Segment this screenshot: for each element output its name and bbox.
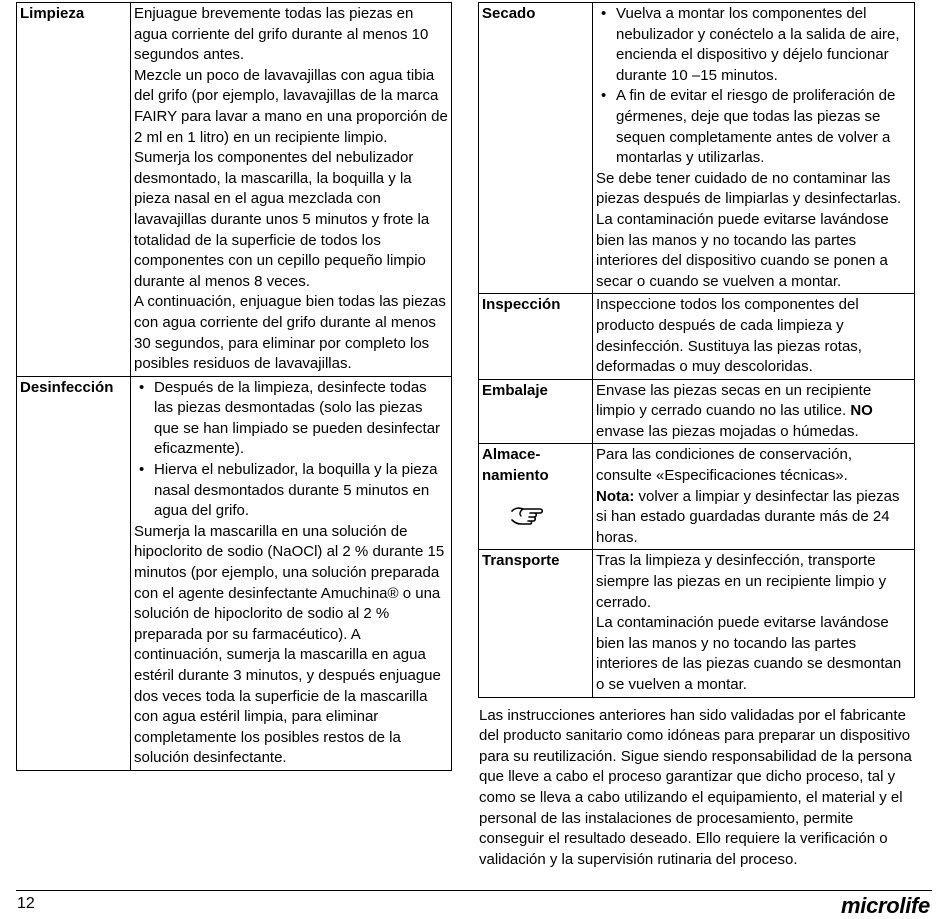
paragraph: Enjuague brevemente todas las piezas en agua corriente del grifo durante al menos 10 segundos antes.	[134, 5, 429, 64]
paragraph: La contaminación puede evitarse lavándose bien las manos y no tocando las partes interiores de las piezas cuando se desmontan o se vuelven a montar.	[596, 614, 902, 693]
row-almacenamiento	[479, 444, 915, 550]
row-inspeccion	[479, 294, 915, 379]
page-number: 12	[17, 895, 35, 912]
bullet-list	[596, 4, 911, 169]
paragraph: Sumerja la mascarilla en una solución de hipoclorito de sodio (NaOCl) al 2 % durante 15 minutos (por ejemplo, una solución preparada con el agente desinfectante Amuchina® o una solución de hipoclorito de sodio al 2 % preparada por su farmacéutico). A continuación, sumerja la mascarilla en agua estéril durante 3 minutos, y después enjuague dos veces toda la superficie de la mascarilla con agua estéril limpia, para eliminar completamente los posibles restos de la solución desinfectante.	[134, 522, 445, 767]
brand-logo: microlife	[841, 893, 930, 918]
bullet-item: • Hierva el nebulizador, la boquilla y la pieza nasal desmontados durante 5 minutos en agua del grifo.	[134, 460, 448, 522]
row-label: Transporte	[479, 550, 593, 697]
row-content	[593, 550, 915, 697]
bullet-item: • Vuelva a montar los componentes del nebulizador y conéctelo a la salida de aire, encienda el dispositivo y déjelo funcionar durante 10 –15 minutos.	[596, 4, 911, 86]
bullet-item: • Después de la limpieza, desinfecte todas las piezas desmontadas (solo las piezas que se han limpiado se pueden desinfectar eficazmente).	[134, 378, 448, 460]
note-text: volver a limpiar y desinfectar las piezas si han estado guardadas durante más de 24 horas.	[596, 487, 900, 546]
text-after-bold: envase las piezas mojadas o húmedas.	[596, 422, 859, 440]
bullet-item: • A fin de evitar el riesgo de proliferación de gérmenes, deje que todas las piezas se sequen completamente antes de volver a montarlas y utilizarlas.	[596, 86, 911, 168]
row-content	[593, 379, 915, 444]
paragraph: Inspeccione todos los componentes del producto después de cada limpieza y desinfección. Sustituya las piezas rotas, deformadas o muy descoloridas.	[596, 296, 862, 376]
row-label-line: Almace-	[482, 446, 541, 464]
row-content	[593, 444, 915, 550]
row-desinfeccion	[17, 376, 452, 770]
right-column	[478, 2, 915, 885]
paragraph: A continuación, enjuague bien todas las piezas con agua corriente del grifo durante al menos 30 segundos, para eliminar por completo los posibles residuos de lavavajillas.	[134, 293, 446, 373]
row-label: Limpieza	[17, 3, 131, 377]
pointing-hand-icon	[510, 501, 546, 527]
row-label: Embalaje	[479, 379, 593, 444]
bold-warning: NO	[850, 402, 873, 420]
left-column	[16, 2, 452, 771]
closing-paragraph: Las instrucciones anteriores han sido validadas por el fabricante del producto sanitario como idóneas para preparar un dispositivo para su reutilización. Sigue siendo responsabilidad de la persona que lleve a cabo el proceso garantizar que dicho proceso, tal y como se lleva a cabo utilizando el equipamiento, el material y el personal de las instalaciones de procesamiento, permite conseguir el resultado deseado. Ello requiere la verificación o validación y la supervisión rutinaria del proceso.	[479, 706, 912, 868]
row-label: Secado	[479, 3, 593, 294]
row-label-line: namiento	[482, 467, 549, 485]
bullet-list	[134, 378, 448, 522]
row-limpieza	[17, 3, 452, 377]
paragraph: Para las condiciones de conservación, consulte «Especificaciones técnicas».	[596, 446, 852, 485]
row-content	[593, 294, 915, 379]
row-secado	[479, 3, 915, 294]
text-before-bold: Envase las piezas secas en un recipiente limpio y cerrado cuando no las utilice.	[596, 381, 872, 420]
note-paragraph	[596, 487, 911, 549]
paragraph: Sumerja los componentes del nebulizador desmontado, la mascarilla, la boquilla y la pieza nasal en el agua mezclada con lavavajillas durante unos 5 minutos y frote la totalidad de la superficie de todos los componentes con un cepillo pequeño limpio durante al menos 8 veces.	[134, 149, 430, 290]
paragraph	[596, 381, 911, 443]
row-embalaje	[479, 379, 915, 444]
note-label: Nota:	[596, 487, 635, 505]
paragraph: Se debe tener cuidado de no contaminar las piezas después de limpiarlas y desinfectarlas. La contaminación puede evitarse lavándose bien las manos y no tocando las partes interiores del dispositivo cuando se ponen a secar o cuando se vuelven a montar.	[596, 169, 902, 290]
right-cleaning-table	[478, 2, 915, 698]
paragraph: Tras la limpieza y desinfección, transporte siempre las piezas en un recipiente limpio y cerrado.	[596, 552, 887, 611]
row-label: Inspección	[479, 294, 593, 379]
row-content	[131, 3, 452, 377]
row-content	[131, 376, 452, 770]
paragraph: Mezcle un poco de lavavajillas con agua tibia del grifo (por ejemplo, lavavajillas de la marca FAIRY para lavar a mano en una proporción de 2 ml en 1 litro) en un recipiente limpio.	[134, 66, 448, 146]
row-content	[593, 3, 915, 294]
row-transporte	[479, 550, 915, 697]
left-cleaning-table	[16, 2, 452, 771]
row-label	[479, 444, 593, 550]
row-label: Desinfección	[17, 376, 131, 770]
footer-divider	[16, 890, 932, 891]
